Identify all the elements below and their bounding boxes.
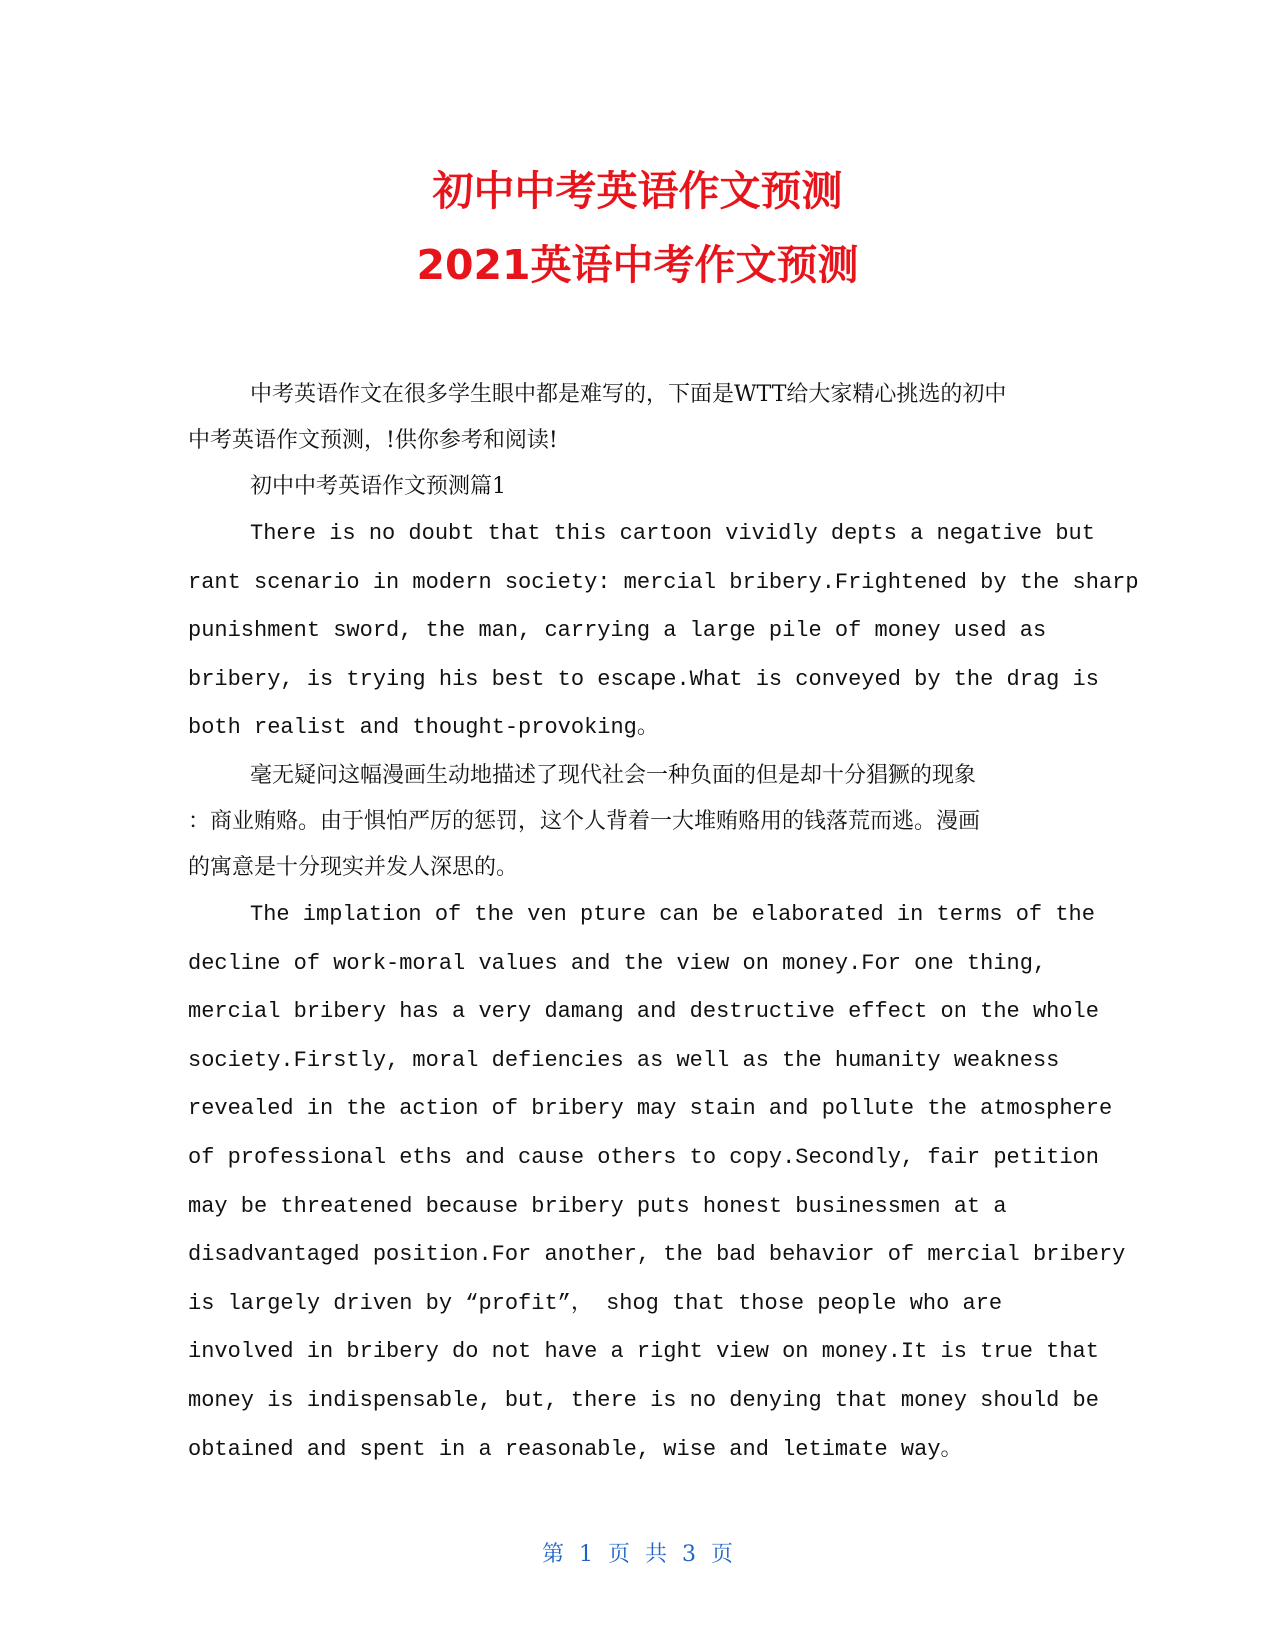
paragraph-line: rant scenario in modern society: mercial bribery.Frightened by the sharp: [188, 569, 1139, 595]
translation-line: 的寓意是十分现实并发人深思的。: [188, 854, 519, 880]
intro-line: 中考英语作文预测，!供你参考和阅读!: [188, 428, 558, 453]
section-heading: 初中中考英语作文预测篇1: [250, 474, 506, 499]
footer-label-gong: 共: [645, 1542, 668, 1567]
intro-line: 中考英语作文在很多学生眼中都是难写的，下面是WTT给大家精心挑选的初中: [250, 382, 1007, 407]
document-title-line-1: 初中中考英语作文预测: [432, 167, 843, 215]
paragraph-line: society.Firstly, moral defiencies as well as the humanity weakness: [188, 1047, 1060, 1073]
paragraph-line: decline of work-moral values and the view on money.For one thing,: [188, 950, 1047, 976]
translation-line: ：商业贿赂。由于惧怕严厉的惩罚，这个人背着一大堆贿赂用的钱落荒而逃。漫画: [188, 808, 981, 834]
footer-current-page: 1: [578, 1542, 593, 1567]
paragraph-line: obtained and spent in a reasonable, wise and letimate way。: [188, 1436, 963, 1462]
paragraph-line: revealed in the action of bribery may stain and pollute the atmosphere: [188, 1096, 1113, 1122]
paragraph-line: both realist and thought-provoking。: [188, 715, 659, 741]
footer-label-di: 第: [541, 1542, 564, 1567]
footer-total-pages: 3: [682, 1542, 697, 1567]
paragraph-line: of professional eths and cause others to copy.Secondly, fair petition: [188, 1144, 1099, 1170]
document-title-line-2: 2021英语中考作文预测: [416, 241, 859, 289]
paragraph-line: money is indispensable, but, there is no denying that money should be: [188, 1387, 1099, 1413]
footer-label-ye: 页: [607, 1542, 630, 1567]
paragraph-line: may be threatened because bribery puts honest businessmen at a: [188, 1193, 1007, 1219]
paragraph-line: There is no doubt that this cartoon vividly depts a negative but: [250, 521, 1095, 546]
paragraph-line: punishment sword, the man, carrying a large pile of money used as: [188, 618, 1047, 644]
paragraph-line: is largely driven by “profit”， shog that those people who are: [188, 1290, 1003, 1316]
paragraph-line: The implation of the ven pture can be elaborated in terms of the: [250, 901, 1095, 927]
translation-line: 毫无疑问这幅漫画生动地描述了现代社会一种负面的但是却十分猖獗的现象: [250, 762, 977, 788]
paragraph-line: involved in bribery do not have a right view on money.It is true that: [188, 1339, 1099, 1365]
paragraph-line: mercial bribery has a very damang and destructive effect on the whole: [188, 999, 1099, 1025]
document-body: [188, 372, 1139, 1474]
paragraph-line: bribery, is trying his best to escape.What is conveyed by the drag is: [188, 666, 1099, 692]
page-number-footer: [0, 1540, 1275, 1570]
paragraph-line: disadvantaged position.For another, the bad behavior of mercial bribery: [188, 1242, 1126, 1268]
footer-label-ye2: 页: [711, 1542, 734, 1567]
